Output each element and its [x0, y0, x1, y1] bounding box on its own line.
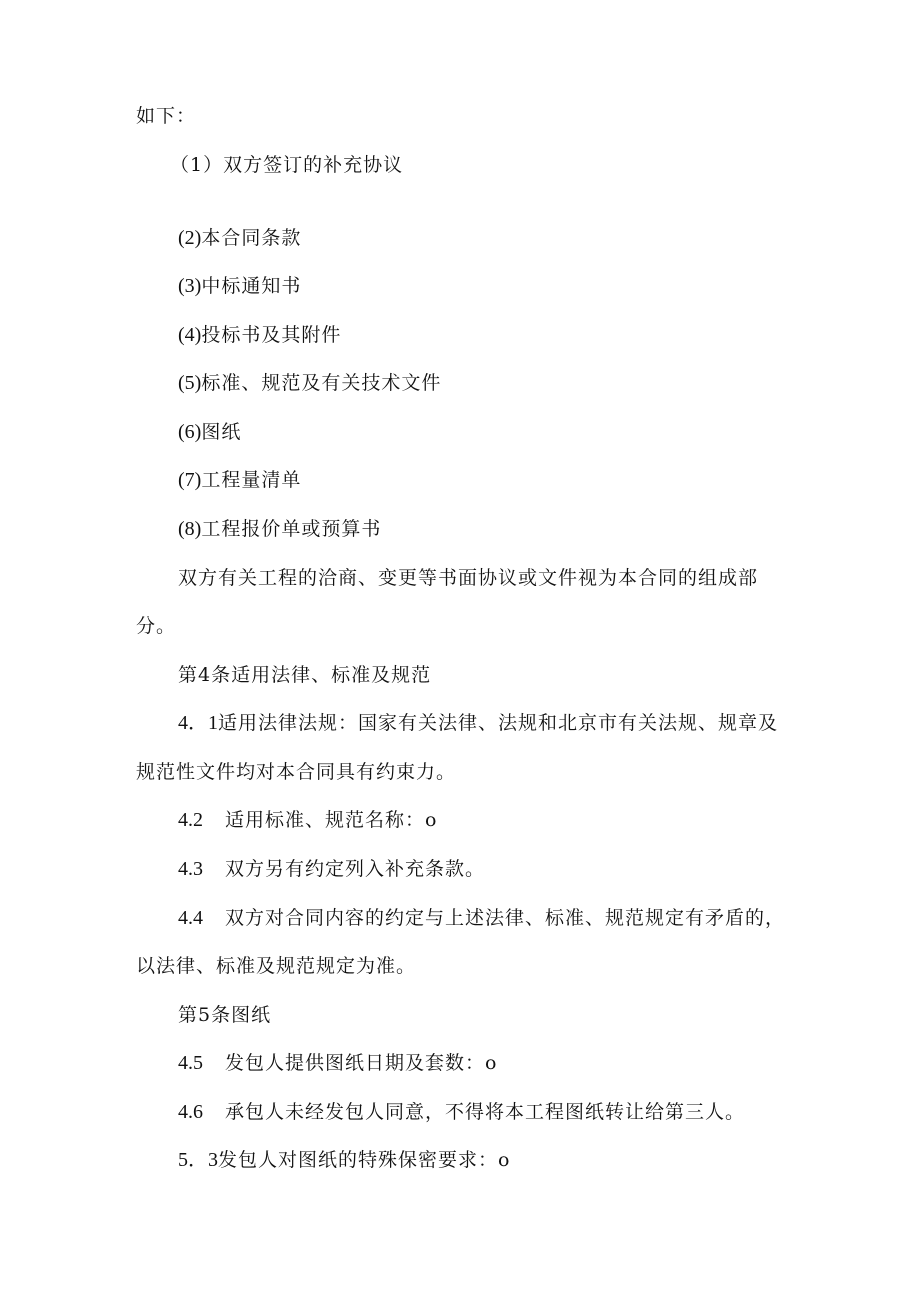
- section-number: 4.5: [178, 1052, 203, 1074]
- intro-text: 如下：: [136, 105, 197, 127]
- section-text: 适用法律法规：国家有关法律、法规和北京市有关法规、规章及: [218, 712, 779, 734]
- list-item-number: (2): [178, 227, 202, 249]
- section-4-6: [178, 1100, 745, 1124]
- list-item-4: [178, 323, 341, 347]
- section-5-3: [178, 1148, 510, 1172]
- section-4-2: [178, 808, 437, 832]
- list-item-number: (7): [178, 469, 202, 491]
- article-5-title: 第5条图纸: [178, 1004, 272, 1026]
- list-item-text: 工程量清单: [201, 469, 302, 491]
- section-text: 适用标准、规范名称：o: [225, 809, 438, 831]
- section-4-1-line-1: [178, 711, 778, 735]
- section-number: 4．1: [178, 712, 218, 734]
- list-item-7: [178, 468, 301, 492]
- list-item-3: [178, 274, 301, 298]
- paragraph-negotiation-line-1: 双方有关工程的洽商、变更等书面协议或文件视为本合同的组成部: [178, 567, 759, 589]
- section-text: 发包人对图纸的特殊保密要求：o: [218, 1149, 511, 1171]
- list-item-number: (5): [178, 372, 202, 394]
- list-item-number: (8): [178, 518, 202, 540]
- paragraph-negotiation-line-2: 分。: [136, 615, 177, 637]
- list-item-number: (3): [178, 275, 202, 297]
- section-text: 发包人提供图纸日期及套数：o: [225, 1052, 498, 1074]
- list-item-text: 投标书及其附件: [201, 324, 342, 346]
- section-4-5: [178, 1051, 497, 1075]
- list-item-text: 中标通知书: [201, 275, 302, 297]
- list-item-5: [178, 371, 441, 395]
- section-4-1-line-2: 规范性文件均对本合同具有约束力。: [136, 761, 457, 783]
- list-item-text: 标准、规范及有关技术文件: [201, 372, 442, 394]
- section-number: 4.2: [178, 809, 203, 831]
- section-text: 双方对合同内容的约定与上述法律、标准、规范规定有矛盾的，: [225, 907, 786, 929]
- section-number: 4.6: [178, 1101, 203, 1123]
- list-item-text: 本合同条款: [201, 227, 302, 249]
- list-item-6: [178, 420, 241, 444]
- section-4-4-line-2: 以法律、标准及规范规定为准。: [136, 955, 417, 977]
- list-item-text: 工程报价单或预算书: [201, 518, 382, 540]
- section-text: 承包人未经发包人同意，不得将本工程图纸转让给第三人。: [225, 1101, 746, 1123]
- section-number: 5．3: [178, 1149, 218, 1171]
- list-item-2: [178, 226, 301, 250]
- list-item-8: [178, 517, 381, 541]
- list-item-number: (4): [178, 324, 202, 346]
- list-item-1: （1）双方签订的补充协议: [170, 154, 404, 176]
- article-4-title: 第4条适用法律、标准及规范: [178, 664, 432, 686]
- list-item-text: 图纸: [201, 421, 242, 443]
- section-number: 4.4: [178, 907, 203, 929]
- list-item-number: (6): [178, 421, 202, 443]
- section-number: 4.3: [178, 858, 203, 880]
- section-text: 双方另有约定列入补充条款。: [225, 858, 486, 880]
- section-4-4-line-1: [178, 906, 785, 930]
- section-4-3: [178, 857, 485, 881]
